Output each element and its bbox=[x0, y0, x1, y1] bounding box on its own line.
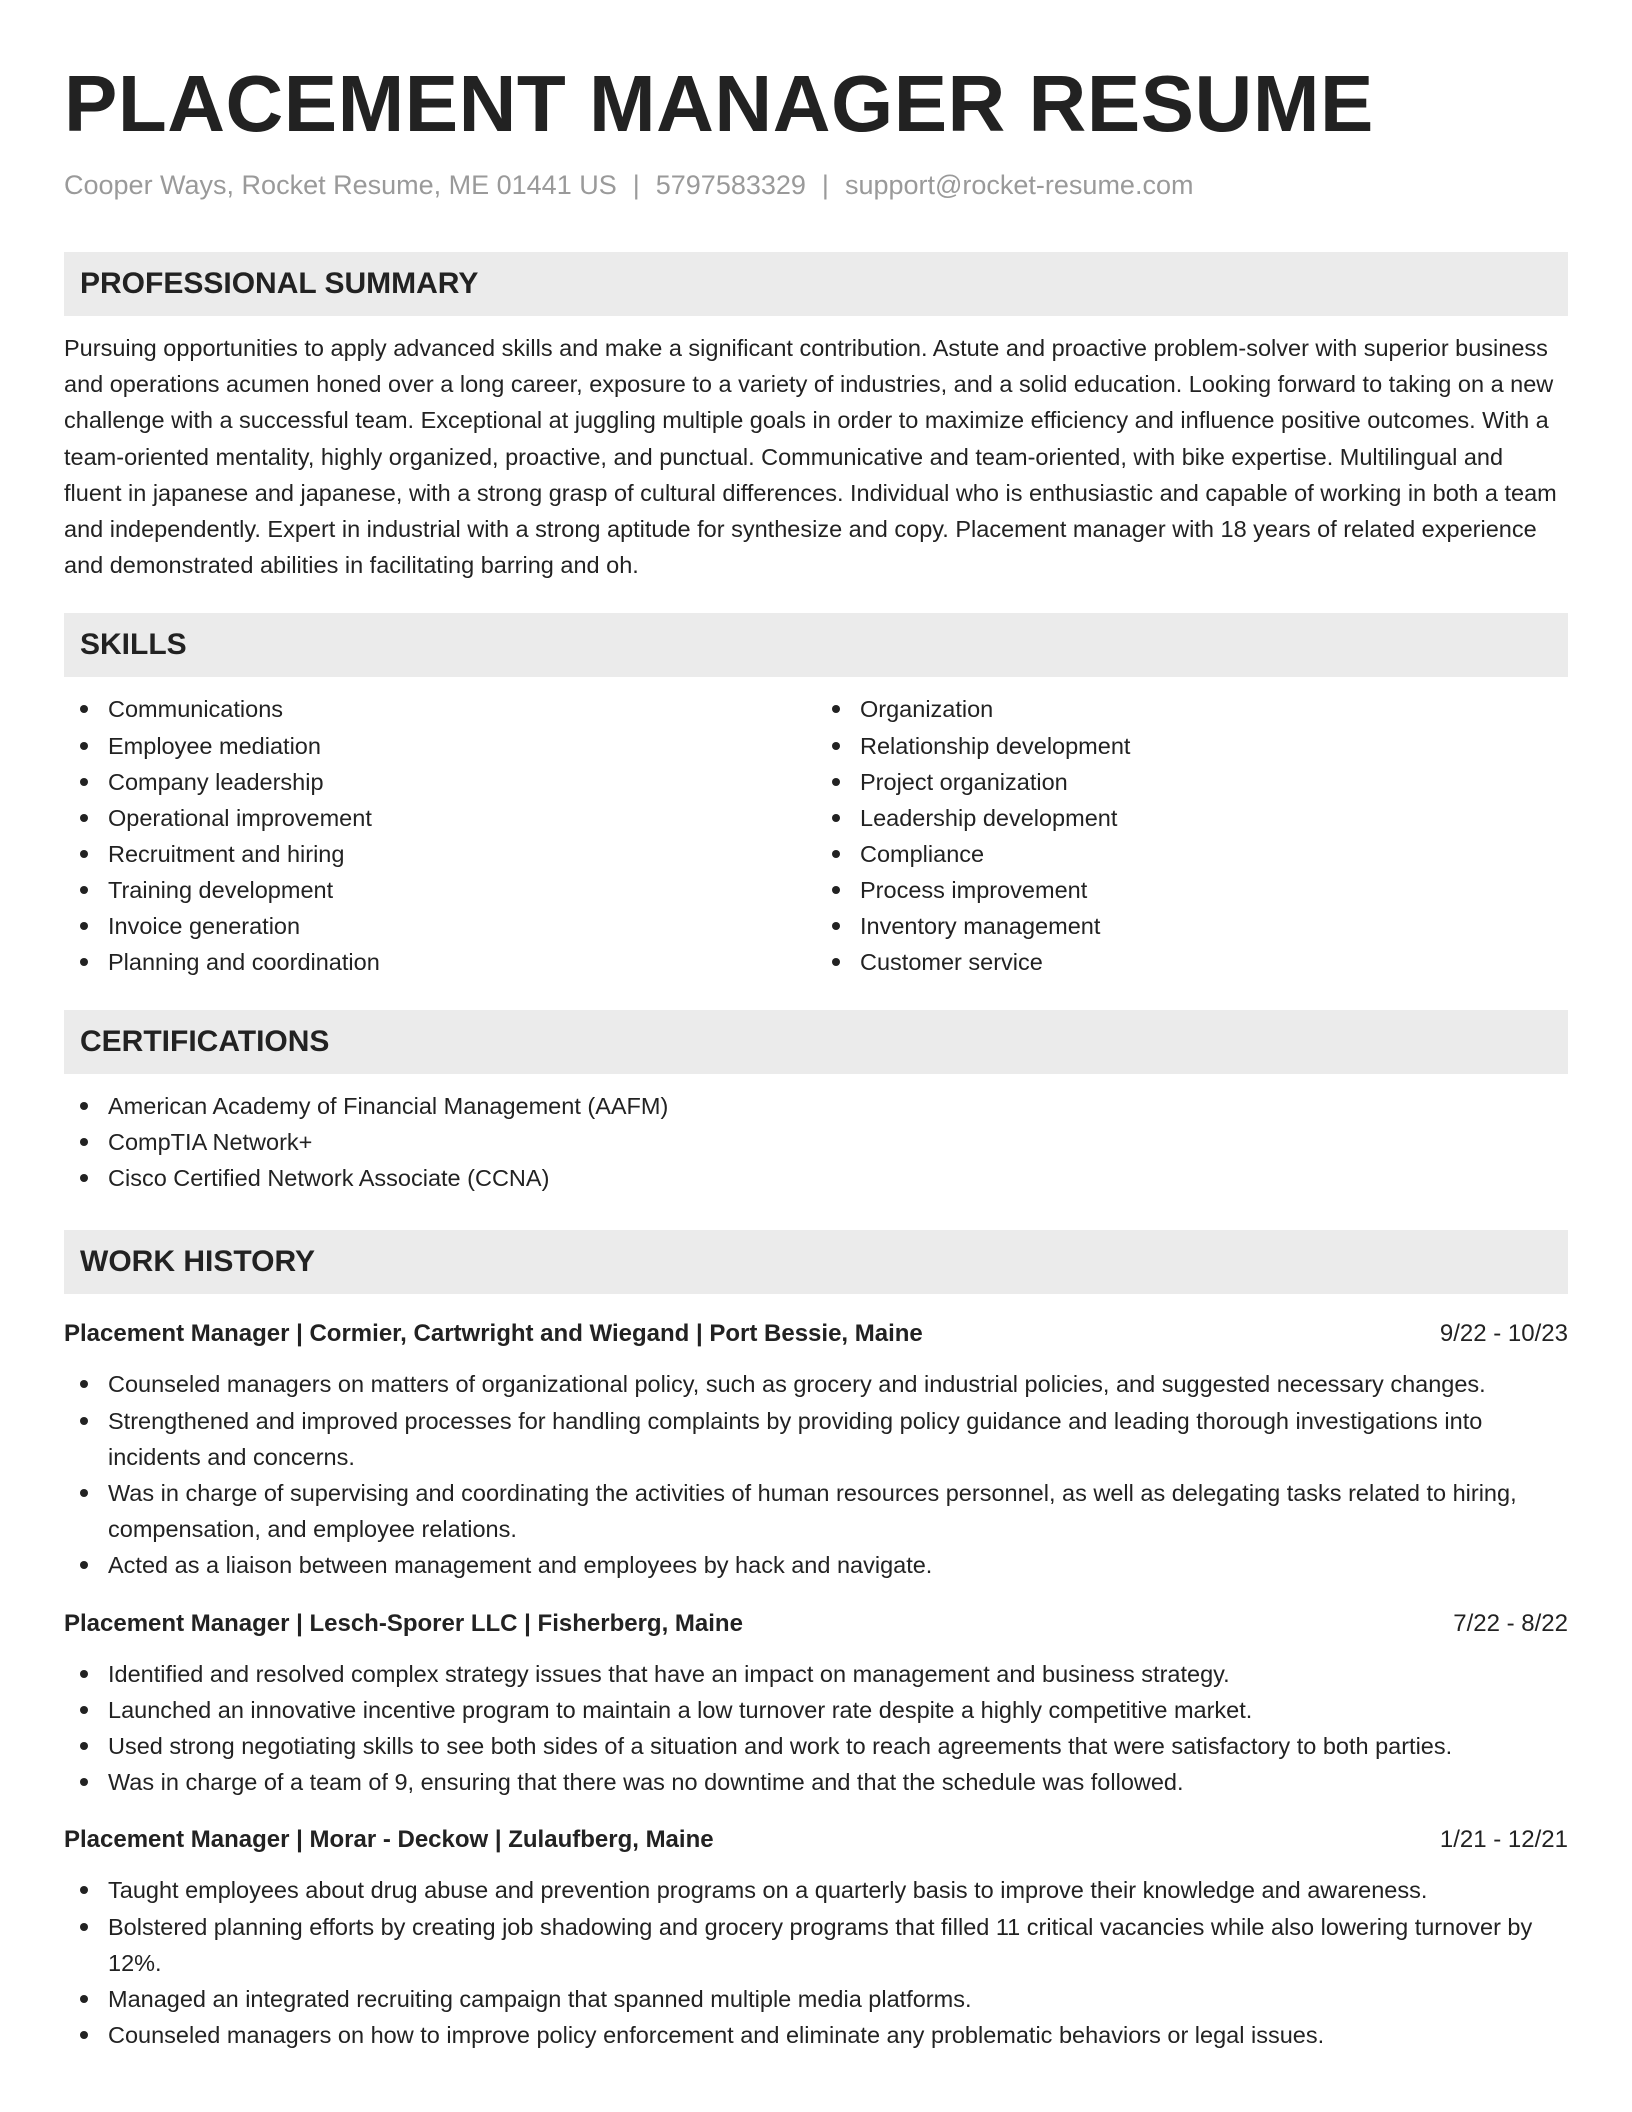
job-bullet bbox=[64, 1981, 1568, 2017]
skill-label: Recruitment and hiring bbox=[108, 840, 345, 867]
contact-separator: | bbox=[632, 170, 640, 200]
contact-phone: 5797583329 bbox=[655, 170, 806, 200]
section-heading-skills: SKILLS bbox=[64, 613, 1568, 677]
bullet-icon bbox=[80, 1380, 88, 1388]
bullet-icon bbox=[80, 1670, 88, 1678]
skill-label: Invoice generation bbox=[108, 912, 301, 939]
job-bullet-text: Identified and resolved complex strategy issues that have an impact on management and business strategy. bbox=[108, 1660, 1230, 1687]
skill-item bbox=[816, 836, 1568, 872]
bullet-icon bbox=[832, 922, 840, 930]
skill-label: Communications bbox=[108, 696, 284, 723]
bullet-icon bbox=[80, 886, 88, 894]
bullet-icon bbox=[832, 850, 840, 858]
bullet-icon bbox=[80, 1923, 88, 1931]
skill-item bbox=[816, 944, 1568, 980]
job-bullets bbox=[64, 1656, 1568, 1801]
skill-label: Operational improvement bbox=[108, 804, 372, 831]
skill-item bbox=[64, 872, 816, 908]
bullet-icon bbox=[80, 778, 88, 786]
certification-item bbox=[64, 1124, 1568, 1160]
skill-label: Leadership development bbox=[860, 804, 1118, 831]
job-header bbox=[64, 1606, 1568, 1642]
skill-item bbox=[816, 872, 1568, 908]
job-bullets bbox=[64, 1366, 1568, 1583]
skill-item bbox=[816, 908, 1568, 944]
job-bullet bbox=[64, 2017, 1568, 2053]
job-bullet bbox=[64, 1403, 1568, 1475]
skills-column-right bbox=[816, 691, 1568, 980]
skill-label: Inventory management bbox=[860, 912, 1101, 939]
skill-label: Relationship development bbox=[860, 732, 1131, 759]
skills-column-left bbox=[64, 691, 816, 980]
bullet-icon bbox=[80, 1706, 88, 1714]
skill-label: Compliance bbox=[860, 840, 985, 867]
skill-item bbox=[816, 800, 1568, 836]
certification-item bbox=[64, 1088, 1568, 1124]
bullet-icon bbox=[80, 1778, 88, 1786]
bullet-icon bbox=[832, 705, 840, 713]
certification-label: CompTIA Network+ bbox=[108, 1129, 313, 1156]
job-bullet-text: Counseled managers on matters of organizational policy, such as grocery and industrial policies, and suggested necessary changes. bbox=[108, 1371, 1486, 1398]
skill-label: Process improvement bbox=[860, 876, 1088, 903]
job-entry bbox=[64, 1822, 1568, 2053]
section-heading-certifications: CERTIFICATIONS bbox=[64, 1010, 1568, 1074]
bullet-icon bbox=[80, 705, 88, 713]
bullet-icon bbox=[80, 1174, 88, 1182]
bullet-icon bbox=[80, 922, 88, 930]
job-dates: 9/22 - 10/23 bbox=[1439, 1320, 1568, 1348]
skill-label: Customer service bbox=[860, 949, 1043, 976]
bullet-icon bbox=[80, 1489, 88, 1497]
bullet-icon bbox=[80, 1742, 88, 1750]
bullet-icon bbox=[832, 778, 840, 786]
section-heading-summary: PROFESSIONAL SUMMARY bbox=[64, 252, 1568, 316]
certification-label: American Academy of Financial Management (AAFM) bbox=[108, 1093, 669, 1120]
section-heading-work-history: WORK HISTORY bbox=[64, 1230, 1568, 1294]
contact-address: Cooper Ways, Rocket Resume, ME 01441 US bbox=[64, 170, 617, 200]
job-bullet bbox=[64, 1475, 1568, 1547]
bullet-icon bbox=[80, 958, 88, 966]
skills-list bbox=[64, 691, 1568, 980]
job-bullets bbox=[64, 1872, 1568, 2053]
bullet-icon bbox=[832, 814, 840, 822]
skill-item bbox=[64, 764, 816, 800]
skill-item bbox=[64, 944, 816, 980]
job-bullet bbox=[64, 1366, 1568, 1402]
job-bullet bbox=[64, 1547, 1568, 1583]
skill-label: Training development bbox=[108, 876, 334, 903]
job-bullet bbox=[64, 1764, 1568, 1800]
job-bullet-text: Bolstered planning efforts by creating job shadowing and grocery programs that filled 11 critical vacancies while also lowering turnover by 12%. bbox=[108, 1913, 1533, 1976]
job-entry bbox=[64, 1606, 1568, 1801]
bullet-icon bbox=[80, 1995, 88, 2003]
skill-item bbox=[816, 691, 1568, 727]
bullet-icon bbox=[80, 1102, 88, 1110]
bullet-icon bbox=[832, 742, 840, 750]
job-bullet-text: Acted as a liaison between management and employees by hack and navigate. bbox=[108, 1552, 933, 1579]
contact-email: support@rocket-resume.com bbox=[844, 170, 1194, 200]
skill-label: Organization bbox=[860, 696, 994, 723]
skill-label: Project organization bbox=[860, 768, 1068, 795]
job-title: Placement Manager | Morar - Deckow | Zulaufberg, Maine bbox=[64, 1826, 714, 1854]
job-bullet-text: Taught employees about drug abuse and prevention programs on a quarterly basis to improve their knowledge and awareness. bbox=[108, 1877, 1428, 1904]
job-bullet-text: Counseled managers on how to improve policy enforcement and eliminate any problematic behaviors or legal issues. bbox=[108, 2022, 1325, 2049]
bullet-icon bbox=[80, 1561, 88, 1569]
skill-item bbox=[64, 800, 816, 836]
skill-item bbox=[816, 728, 1568, 764]
job-bullet bbox=[64, 1656, 1568, 1692]
contact-line bbox=[64, 168, 1568, 202]
bullet-icon bbox=[80, 1138, 88, 1146]
bullet-icon bbox=[832, 886, 840, 894]
job-bullet-text: Strengthened and improved processes for handling complaints by providing policy guidance and leading thorough investigations into incidents and concerns. bbox=[108, 1407, 1483, 1470]
contact-separator: | bbox=[821, 170, 829, 200]
skill-item bbox=[64, 728, 816, 764]
bullet-icon bbox=[80, 2031, 88, 2039]
job-bullet bbox=[64, 1909, 1568, 1981]
job-dates: 7/22 - 8/22 bbox=[1453, 1609, 1568, 1637]
bullet-icon bbox=[80, 1886, 88, 1894]
bullet-icon bbox=[832, 958, 840, 966]
job-bullet bbox=[64, 1692, 1568, 1728]
skill-item bbox=[64, 908, 816, 944]
job-bullet bbox=[64, 1728, 1568, 1764]
skill-label: Company leadership bbox=[108, 768, 324, 795]
job-title: Placement Manager | Cormier, Cartwright and Wiegand | Port Bessie, Maine bbox=[64, 1320, 923, 1348]
skill-item bbox=[64, 691, 816, 727]
job-dates: 1/21 - 12/21 bbox=[1439, 1826, 1568, 1854]
job-bullet-text: Launched an innovative incentive program to maintain a low turnover rate despite a highly competitive market. bbox=[108, 1696, 1253, 1723]
job-header bbox=[64, 1316, 1568, 1352]
skill-item bbox=[64, 836, 816, 872]
job-entry bbox=[64, 1316, 1568, 1583]
job-bullet-text: Was in charge of a team of 9, ensuring that there was no downtime and that the schedule was followed. bbox=[108, 1769, 1184, 1796]
bullet-icon bbox=[80, 742, 88, 750]
job-header bbox=[64, 1822, 1568, 1858]
skill-label: Employee mediation bbox=[108, 732, 321, 759]
resume-title: PLACEMENT MANAGER RESUME bbox=[64, 59, 1374, 148]
job-bullet bbox=[64, 1872, 1568, 1908]
job-title: Placement Manager | Lesch-Sporer LLC | Fisherberg, Maine bbox=[64, 1609, 743, 1637]
job-bullet-text: Was in charge of supervising and coordinating the activities of human resources personnel, as well as delegating tasks related to hiring, compensation, and employee relations. bbox=[108, 1480, 1517, 1543]
job-bullet-text: Used strong negotiating skills to see both sides of a situation and work to reach agreements that were satisfactory to both parties. bbox=[108, 1733, 1453, 1760]
skill-item bbox=[816, 764, 1568, 800]
job-bullet-text: Managed an integrated recruiting campaign that spanned multiple media platforms. bbox=[108, 1986, 972, 2013]
skill-label: Planning and coordination bbox=[108, 949, 380, 976]
bullet-icon bbox=[80, 814, 88, 822]
certification-label: Cisco Certified Network Associate (CCNA) bbox=[108, 1165, 550, 1192]
certifications-list bbox=[64, 1088, 1568, 1196]
certification-item bbox=[64, 1160, 1568, 1196]
summary-text: Pursuing opportunities to apply advanced skills and make a significant contribution. Astute and proactive problem-solver with superior business and operations acumen honed over a long career, exposure to a variety of industries, and a solid education. Looking forward to taking on a new challenge with a successful team. Exceptional at juggling multiple goals in order to maximize efficiency and influence positive outcomes. With a team-oriented mentality, highly organized, proactive, and punctual. Communicative and team-oriented, with bike expertise. Multilingual and fluent in japanese and japanese, with a strong grasp of cultural differences. Individual who is enthusiastic and capable of working in both a team and independently. Expert in industrial with a strong aptitude for synthesize and copy. Placement manager with 18 years of related experience and demonstrated abilities in facilitating barring and oh. bbox=[64, 335, 1557, 579]
bullet-icon bbox=[80, 1417, 88, 1425]
bullet-icon bbox=[80, 850, 88, 858]
